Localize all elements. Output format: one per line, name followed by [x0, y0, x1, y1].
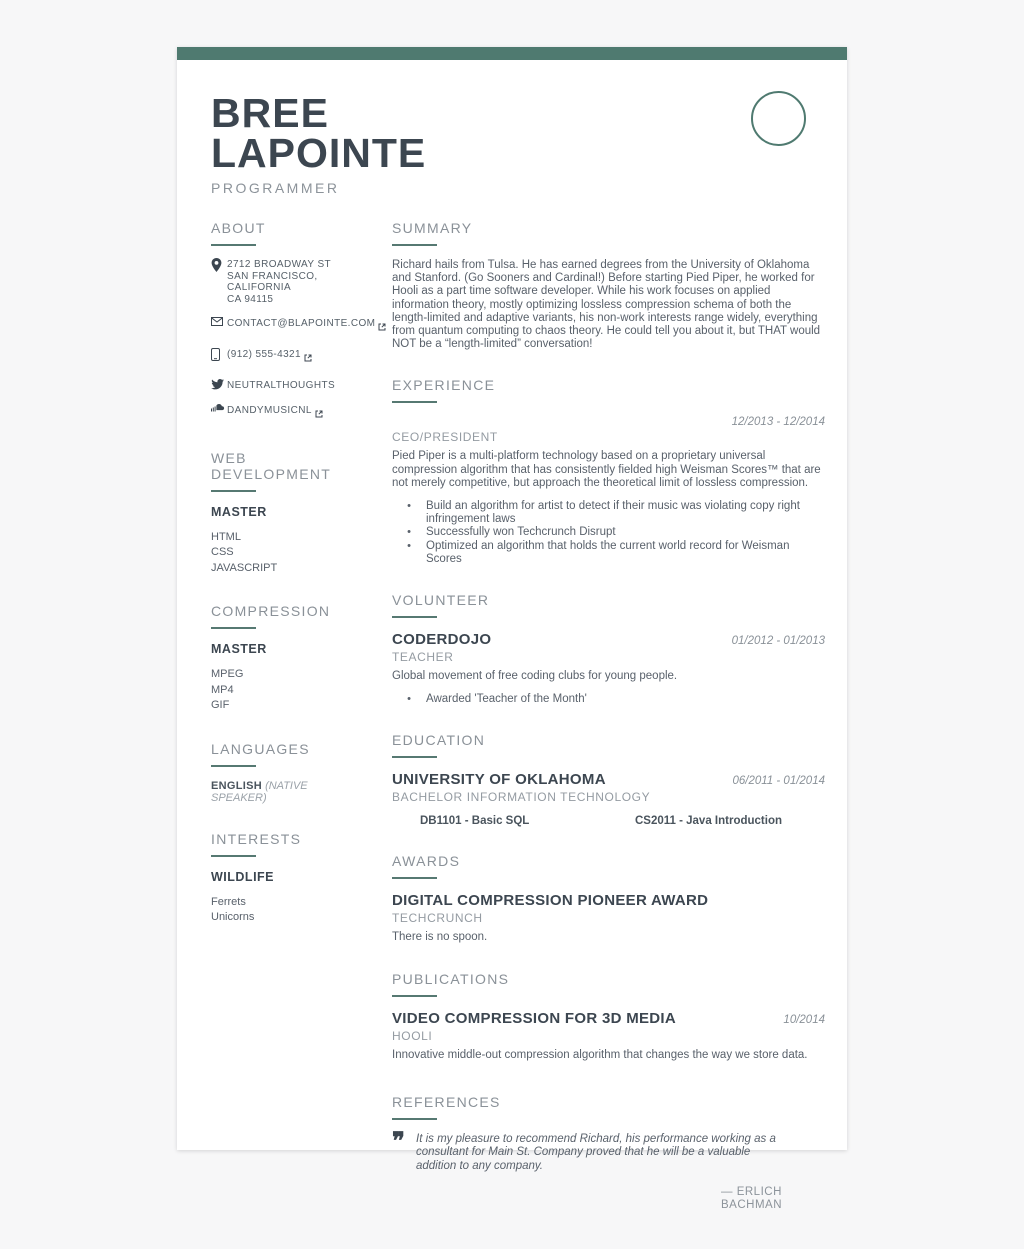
phone-link[interactable]: (912) 555-4321: [227, 349, 301, 360]
external-link-icon: [378, 318, 386, 336]
compression-skills-section: [211, 603, 361, 714]
education-dates: 06/2011 - 01/2014: [732, 775, 825, 788]
skill-item: HTML: [211, 530, 241, 543]
experience-entry-header: [392, 416, 825, 428]
address-line-2: SAN FRANCISCO, CALIFORNIA: [227, 270, 318, 293]
volunteer-dates: 01/2012 - 01/2013: [731, 635, 825, 648]
publications-title: PUBLICATIONS: [392, 971, 825, 997]
publication-entry-header: [392, 1010, 825, 1027]
person-name: [211, 90, 805, 176]
award-description: There is no spoon.: [392, 931, 488, 944]
address-line-1: 2712 BROADWAY ST: [227, 259, 332, 270]
skill-item: CSS: [211, 546, 234, 558]
references-title: REFERENCES: [392, 1094, 825, 1120]
bullet-item: [392, 540, 825, 566]
webdev-level: MASTER: [211, 504, 267, 519]
interest-item: Unicorns: [211, 911, 255, 923]
skill-item: MPEG: [211, 668, 244, 680]
summary-text: Richard hails from Tulsa. He has earned degrees from the University of Oklahoma and Stanford. (Go Sooners and Cardinal!) Before starting Pied Piper, he worked for Hooli as a part time software developer. While his work focuses on applied information theory, mostly optimizing lossless compression schema of both the length-limited and adaptive variants, his non-work interests range widely, everything from quantum computing to chaos theory. He could tell you about it, but THAT would NOT be a “length-limited” conversation!: [392, 259, 821, 351]
languages-section: [211, 741, 361, 804]
course-item: CS2011 - Java Introduction: [635, 815, 782, 828]
accent-top-bar: [177, 47, 847, 60]
award-issuer: TECHCRUNCH: [392, 911, 483, 926]
interest-category: WILDLIFE: [211, 869, 275, 884]
education-section: [392, 732, 825, 827]
bullet-item: [392, 500, 825, 526]
mobile-phone-icon: [211, 348, 227, 361]
summary-section: [392, 220, 825, 351]
language-proficiency: (NATIVE SPEAKER): [211, 779, 308, 804]
course-list: [392, 815, 825, 827]
compression-title: COMPRESSION: [211, 603, 361, 629]
skill-item: MP4: [211, 683, 234, 696]
language-name: ENGLISH: [211, 779, 262, 792]
location-pin-icon: [211, 258, 227, 272]
bullet-text: Awarded 'Teacher of the Month': [426, 693, 587, 706]
award-entry-header: [392, 892, 825, 909]
experience-title: EXPERIENCE: [392, 377, 825, 403]
webdev-skills-section: [211, 450, 361, 577]
phone-row[interactable]: [211, 349, 361, 367]
education-entry-header: [392, 771, 825, 788]
soundcloud-link[interactable]: DANDYMUSICNL: [227, 404, 312, 416]
email-row[interactable]: [211, 318, 376, 336]
experience-dates: 12/2013 - 12/2014: [731, 416, 825, 429]
envelope-icon: [211, 317, 227, 326]
about-section: [211, 220, 376, 423]
awards-title: AWARDS: [392, 853, 825, 879]
reference-quote-row: [392, 1127, 825, 1174]
volunteer-entry-header: [392, 631, 825, 648]
volunteer-organization: CODERDOJO: [392, 631, 492, 649]
languages-title: LANGUAGES: [211, 741, 361, 767]
awards-section: [392, 853, 825, 944]
twitter-handle[interactable]: NEUTRALTHOUGHTS: [227, 380, 336, 391]
volunteer-description: Global movement of free coding clubs for young people.: [392, 670, 678, 683]
about-title: ABOUT: [211, 220, 361, 246]
bullet-item: [392, 526, 825, 539]
publication-date: 10/2014: [783, 1013, 825, 1026]
volunteer-role: TEACHER: [392, 650, 454, 665]
bullet-text: Optimized an algorithm that holds the current world record for Weisman Scores: [426, 539, 790, 565]
external-link-icon: [304, 349, 312, 367]
resume-page: [177, 47, 847, 1212]
skill-item: GIF: [211, 699, 230, 711]
interests-section: [211, 831, 361, 926]
volunteer-section: [392, 592, 825, 706]
references-section: [392, 1094, 825, 1213]
reference-quote: It is my pleasure to recommend Richard, his performance working as a consultant for Main St. Company proved that he will be a valuable addition to any company.: [416, 1132, 776, 1172]
experience-bullets: [392, 500, 825, 566]
education-title: EDUCATION: [392, 732, 825, 758]
content-columns: [177, 196, 847, 1238]
webdev-title: WEB DEVELOPMENT: [211, 450, 361, 492]
quote-icon: ❞: [392, 1127, 405, 1155]
job-title: PROGRAMMER: [211, 180, 340, 196]
first-name: BREE: [211, 90, 329, 136]
publication-description: Innovative middle-out compression algorithm that changes the way we store data.: [392, 1048, 808, 1061]
bullet-dot: •: [407, 539, 411, 552]
main-column: [392, 220, 825, 1238]
experience-section: [392, 377, 825, 566]
twitter-row[interactable]: [211, 380, 361, 392]
experience-role: CEO/PRESIDENT: [392, 430, 498, 445]
address-text: [227, 259, 361, 305]
bullet-text: Build an algorithm for artist to detect if their music was violating copy right infringement laws: [426, 500, 800, 526]
language-line: [211, 780, 361, 804]
publication-name: VIDEO COMPRESSION FOR 3D MEDIA: [392, 1009, 677, 1027]
interests-title: INTERESTS: [211, 831, 361, 857]
external-link-icon: [315, 405, 323, 423]
twitter-icon: [211, 379, 227, 390]
publications-section: [392, 971, 825, 1062]
award-name: DIGITAL COMPRESSION PIONEER AWARD: [392, 892, 709, 910]
soundcloud-row[interactable]: [211, 405, 361, 423]
bullet-dot: •: [407, 500, 411, 513]
interest-item: Ferrets: [211, 895, 246, 908]
email-link[interactable]: CONTACT@BLAPOINTE.COM: [227, 318, 376, 329]
compression-level: MASTER: [211, 642, 267, 656]
course-item: DB1101 - Basic SQL: [420, 815, 530, 828]
volunteer-bullets: [392, 693, 825, 706]
summary-title: SUMMARY: [392, 220, 825, 246]
last-name: LAPOINTE: [211, 130, 427, 176]
address-line-3: CA 94115: [227, 293, 274, 305]
bullet-text: Successfully won Techcrunch Disrupt: [426, 526, 616, 539]
soundcloud-icon: [211, 404, 227, 412]
bullet-dot: •: [407, 526, 411, 539]
avatar: [751, 91, 806, 146]
education-degree: BACHELOR INFORMATION TECHNOLOGY: [392, 790, 651, 805]
skill-item: JAVASCRIPT: [211, 561, 278, 574]
bullet-dot: •: [407, 693, 411, 706]
sidebar: [211, 220, 376, 1238]
bullet-item: [392, 693, 825, 706]
resume-header: [177, 60, 847, 196]
experience-description: Pied Piper is a multi-platform technology based on a proprietary universal compression algorithm that has consistently fielded high Weisman Scores™ that are not merely competitive, but approach the theoretical limit of lossless compression.: [392, 450, 821, 489]
education-school: UNIVERSITY OF OKLAHOMA: [392, 771, 606, 789]
reference-attribution: — ERLICH BACHMAN: [721, 1186, 783, 1212]
publication-publisher: HOOLI: [392, 1028, 433, 1043]
volunteer-title: VOLUNTEER: [392, 592, 825, 618]
address-row: [211, 259, 361, 305]
